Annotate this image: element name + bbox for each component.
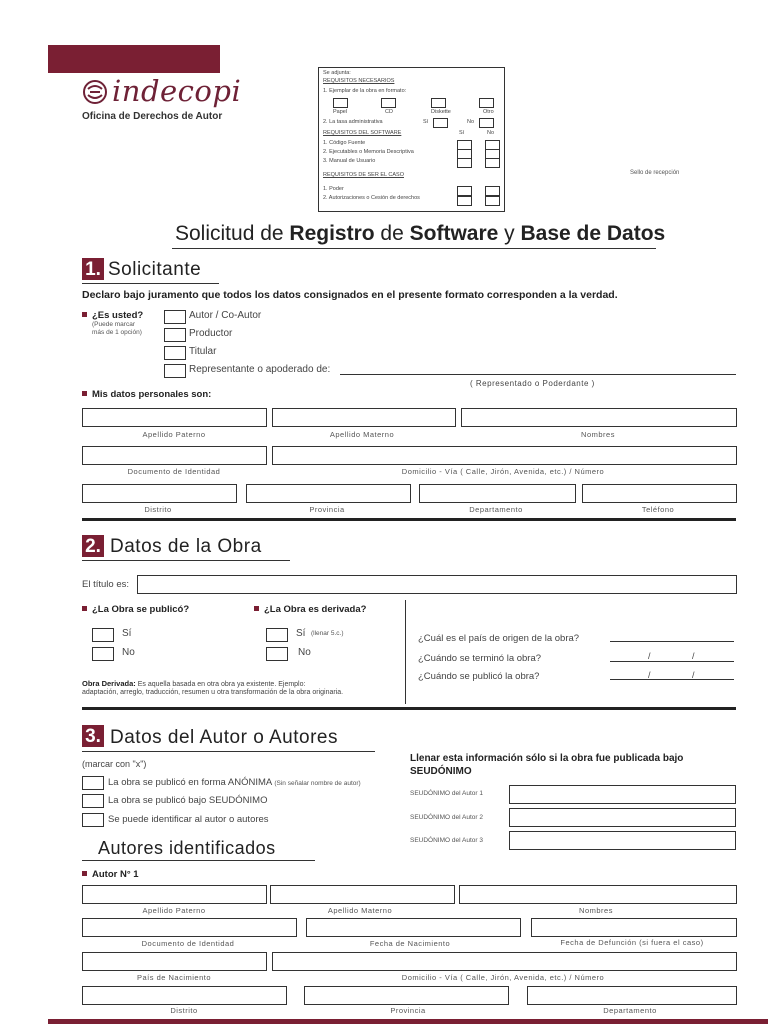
title-part: de — [374, 222, 410, 245]
req-caso-2: 2. Autorizaciones o Cesión de derechos — [323, 195, 420, 201]
autor-documento-field[interactable] — [82, 918, 297, 937]
seudonimo-autor2-field[interactable] — [509, 808, 736, 827]
autor-departamento-label: Departamento — [603, 1006, 657, 1015]
nombres-field[interactable] — [461, 408, 737, 427]
representado-label: ( Representado o Poderdante ) — [470, 379, 595, 388]
anonima-note: (Sin señalar nombre de autor) — [274, 780, 361, 787]
autor-1-heading — [82, 869, 139, 880]
brand-bar — [48, 45, 220, 73]
derivada-definition-2: adaptación, arreglo, traducción, resumen u otra transformación de la obra originaria. — [82, 689, 344, 696]
autor-nacimiento-field[interactable] — [306, 918, 521, 937]
req-check-tasa-no[interactable] — [479, 118, 494, 128]
pais-question: ¿Cuál es el país de origen de la obra? — [418, 633, 580, 644]
anonima-text: La obra se publicó en forma ANÓNIMA — [108, 777, 272, 788]
seudonimo-word: SEUDÓNIMO — [410, 766, 472, 777]
req-software-3: 3. Manual de Usuario — [323, 158, 376, 164]
title-part: y — [498, 222, 521, 245]
anonima-checkbox[interactable] — [82, 776, 104, 790]
autor-documento-label: Documento de Identidad — [141, 939, 235, 948]
llenar-note: (llenar 5.c.) — [311, 630, 344, 637]
title-part: Registro — [289, 222, 375, 245]
req-check-poder-no[interactable] — [485, 186, 500, 196]
apellido-paterno-label: Apellido Paterno — [142, 430, 206, 439]
termino-date-line[interactable] — [610, 661, 734, 662]
distrito-label: Distrito — [144, 505, 172, 514]
brand-logo: indecopi — [112, 74, 242, 108]
section-divider — [82, 707, 736, 710]
apellido-materno-field[interactable] — [272, 408, 456, 427]
req-check-cesion-no[interactable] — [485, 196, 500, 206]
datos-personales-label: Mis datos personales son: — [92, 389, 212, 400]
seudonimo-checkbox[interactable] — [82, 794, 104, 808]
derivada-def-text: Es aquella basada en otra obra ya existente. Ejemplo: — [137, 681, 306, 688]
section1-number: 1. — [82, 258, 104, 280]
autor-provincia-field[interactable] — [304, 986, 509, 1005]
req-check-diskette[interactable] — [431, 98, 446, 108]
titular-checkbox[interactable] — [164, 346, 186, 360]
bullet-icon — [254, 606, 259, 611]
publico-question-label: ¿La Obra se publicó? — [92, 604, 190, 615]
es-usted-hint: (Puede marcar más de 1 opción) — [92, 321, 142, 336]
marcar-note: (marcar con "x") — [82, 759, 147, 769]
autores-identificados-title: Autores identificados — [98, 838, 276, 858]
publico-date-line[interactable] — [610, 679, 734, 680]
autor-provincia-label: Provincia — [390, 1006, 426, 1015]
documento-label: Documento de Identidad — [127, 467, 221, 476]
date-sep: / — [692, 670, 695, 680]
identificar-label: Se puede identificar al autor o autores — [108, 814, 269, 825]
section2-rule — [82, 560, 290, 561]
autor-pais-field[interactable] — [82, 952, 267, 971]
bullet-icon — [82, 606, 87, 611]
publico-no-checkbox[interactable] — [92, 647, 114, 661]
req-check-sw3-si[interactable] — [457, 158, 472, 168]
req-caso-1: 1. Poder — [323, 186, 344, 192]
requirements-box — [318, 67, 505, 212]
publico-si-label: Sí — [122, 628, 132, 639]
req-check-poder-si[interactable] — [457, 186, 472, 196]
seudonimo-autor1-label: SEUDÓNIMO del Autor 1 — [410, 790, 483, 797]
autor-defuncion-label: Fecha de Defunción (si fuera el caso) — [560, 938, 704, 947]
autor-label: Autor / Co-Autor — [189, 310, 262, 321]
derivada-definition — [82, 679, 305, 688]
req-software-2: 2. Ejecutables o Memoria Descriptiva — [323, 149, 414, 155]
section3-number: 3. — [82, 725, 104, 747]
autor-apellido-materno-label: Apellido Materno — [327, 906, 393, 915]
req-si: Sí — [423, 119, 429, 125]
domicilio-field[interactable] — [272, 446, 737, 465]
autor-distrito-label: Distrito — [170, 1006, 198, 1015]
req-col-si: Sí — [459, 130, 465, 136]
indecopi-logo-icon — [82, 79, 108, 105]
office-name: Oficina de Derechos de Autor — [82, 111, 223, 122]
req-format-papel: Papel — [333, 109, 348, 115]
footer-bar — [48, 1019, 768, 1024]
seudonimo-info: Llenar esta información sólo si la obra fue publicada bajo — [410, 753, 684, 764]
title-part: Solicitud de — [175, 222, 290, 245]
autor-defuncion-field[interactable] — [531, 918, 737, 937]
req-check-sw3-no[interactable] — [485, 158, 500, 168]
representante-line[interactable] — [340, 374, 736, 375]
req-format-cd: CD — [385, 109, 393, 115]
representante-label: Representante o apoderado de: — [189, 364, 331, 375]
es-usted-label: ¿Es usted? — [92, 310, 144, 321]
section1-title: Solicitante — [108, 259, 202, 280]
telefono-field[interactable] — [582, 484, 737, 503]
req-intro: Se adjunta: — [323, 70, 351, 76]
autor-apellido-paterno-field[interactable] — [82, 885, 267, 904]
seudonimo-autor2-label: SEUDÓNIMO del Autor 2 — [410, 814, 483, 821]
seudonimo-label: La obra se publicó bajo SEUDÓNIMO — [108, 795, 268, 806]
publico-si-checkbox[interactable] — [92, 628, 114, 642]
section3-rule — [82, 751, 375, 752]
publico-question — [82, 604, 189, 615]
autor-1-label: Autor N° 1 — [92, 869, 139, 880]
provincia-field[interactable] — [246, 484, 411, 503]
autor-departamento-field[interactable] — [527, 986, 737, 1005]
departamento-field[interactable] — [419, 484, 576, 503]
titulo-label: El título es: — [82, 579, 129, 590]
autor-apellido-paterno-label: Apellido Paterno — [142, 906, 206, 915]
departamento-label: Departamento — [469, 505, 523, 514]
section2-number: 2. — [82, 535, 104, 557]
derivada-def-label: Obra Derivada: — [82, 679, 136, 688]
bullet-icon — [82, 312, 87, 317]
derivada-question-label: ¿La Obra es derivada? — [264, 604, 367, 615]
title-part: Base de Datos — [520, 222, 666, 245]
date-sep: / — [648, 651, 651, 661]
seudonimo-autor3-label: SEUDÓNIMO del Autor 3 — [410, 837, 483, 844]
req-no: No — [467, 119, 475, 125]
derivada-question — [254, 604, 366, 615]
req-format-otro: Otro — [483, 109, 494, 115]
section-divider — [82, 518, 736, 521]
datos-personales-heading — [82, 389, 211, 400]
req-check-tasa-si[interactable] — [433, 118, 448, 128]
productor-label: Productor — [189, 328, 233, 339]
bullet-icon — [82, 391, 87, 396]
req-heading-necesarios: REQUISITOS NECESARIOS — [323, 78, 395, 84]
titulo-field[interactable] — [137, 575, 737, 594]
seudonimo-autor1-field[interactable] — [509, 785, 736, 804]
es-usted-question — [82, 310, 143, 321]
publico-fecha-question: ¿Cuándo se publicó la obra? — [418, 671, 540, 682]
section3-title: Datos del Autor o Autores — [110, 727, 338, 748]
req-item2: 2. La tasa administrativa — [323, 119, 383, 125]
req-format-diskette: Diskette — [431, 109, 451, 115]
req-item1: 1. Ejemplar de la obra en formato: — [323, 88, 407, 94]
productor-checkbox[interactable] — [164, 328, 186, 342]
req-check-otro[interactable] — [479, 98, 494, 108]
section2-vdivider — [405, 600, 406, 704]
autor-distrito-field[interactable] — [82, 986, 287, 1005]
seudonimo-autor3-field[interactable] — [509, 831, 736, 850]
title-rule — [172, 248, 656, 249]
declaration: Declaro bajo juramento que todos los datos consignados en el presente formato corresponden a la verdad. — [82, 289, 618, 301]
autor-nacimiento-label: Fecha de Nacimiento — [369, 939, 451, 948]
apellido-materno-label: Apellido Materno — [329, 430, 395, 439]
derivada-si-checkbox[interactable] — [266, 628, 288, 642]
section1-rule — [82, 283, 219, 284]
representante-checkbox[interactable] — [164, 364, 186, 378]
nombres-label: Nombres — [581, 430, 615, 439]
pais-line[interactable] — [610, 641, 734, 642]
domicilio-label: Domicilio - Vía ( Calle, Jirón, Avenida, etc.) / Número — [401, 467, 605, 476]
autor-nombres-label: Nombres — [579, 906, 613, 915]
req-col-no: No — [487, 130, 495, 136]
section2-title: Datos de la Obra — [110, 536, 262, 557]
autor-domicilio-label: Domicilio - Vía ( Calle, Jirón, Avenida, etc.) / Número — [401, 973, 605, 982]
publico-no-label: No — [122, 647, 135, 658]
autor-nombres-field[interactable] — [459, 885, 737, 904]
req-check-cd[interactable] — [381, 98, 396, 108]
provincia-label: Provincia — [309, 505, 345, 514]
autores-identificados-rule — [82, 860, 315, 861]
bullet-icon — [82, 871, 87, 876]
autor-checkbox[interactable] — [164, 310, 186, 324]
autor-domicilio-field[interactable] — [272, 952, 737, 971]
req-software-1: 1. Código Fuente — [323, 140, 366, 146]
anonima-label — [108, 777, 361, 788]
req-heading-caso: REQUISITOS DE SER EL CASO — [323, 172, 404, 178]
req-check-papel[interactable] — [333, 98, 348, 108]
apellido-paterno-field[interactable] — [82, 408, 267, 427]
autor-pais-label: País de Nacimiento — [136, 973, 212, 982]
termino-question: ¿Cuándo se terminó la obra? — [418, 653, 542, 664]
date-sep: / — [692, 651, 695, 661]
page-title — [175, 222, 665, 246]
titular-label: Titular — [189, 346, 217, 357]
distrito-field[interactable] — [82, 484, 237, 503]
derivada-no-checkbox[interactable] — [266, 647, 288, 661]
telefono-label: Teléfono — [641, 505, 675, 514]
date-sep: / — [648, 670, 651, 680]
documento-field[interactable] — [82, 446, 267, 465]
title-part: Software — [409, 222, 499, 245]
identificar-checkbox[interactable] — [82, 813, 104, 827]
derivada-no-label: No — [298, 647, 311, 658]
derivada-si-label: Sí — [296, 628, 306, 639]
sello-recepcion: Sello de recepción — [630, 170, 680, 176]
req-heading-software: REQUISITOS DEL SOFTWARE — [323, 130, 402, 136]
req-check-cesion-si[interactable] — [457, 196, 472, 206]
autor-apellido-materno-field[interactable] — [270, 885, 455, 904]
